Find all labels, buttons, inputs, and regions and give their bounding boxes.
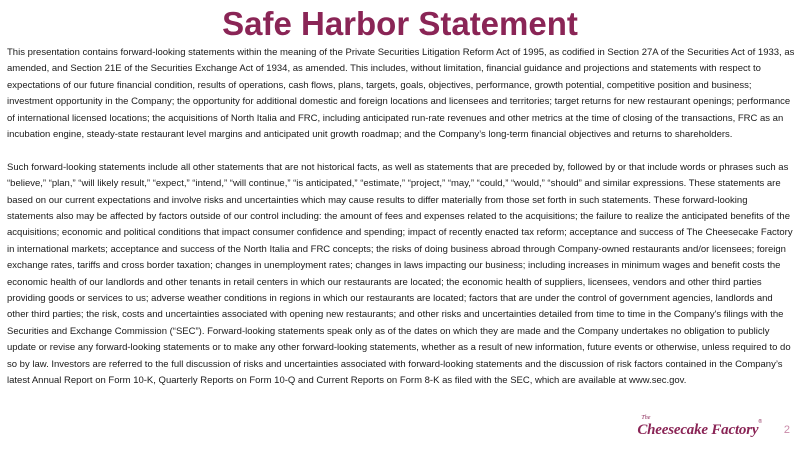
logo-registered-mark: ® [758,419,762,425]
slide-title: Safe Harbor Statement [222,5,578,42]
logo-the-text: The [641,415,651,421]
page-number: 2 [783,424,790,436]
paragraph-risk-factors: Such forward-looking statements include all other statements that are not historical facts, as well as statements that are preceded by, followed by or that include words or phrases such as “believe,” “plan,” “will likely result,” “expect,” “intend,” “will continue,” “is anticipated,” “estimate,” “project,” “may,” “could,” “would,” “should” and similar expressions. These statements are based on our current expectations and involve risks and uncertainties which may cause results to differ materially from those set forth in such statements. These forward-looking statements also may be affected by factors outside of our control including: the amount of fees and expenses related to the acquisitions; the failure to realize the anticipated benefits of the acquisitions; economic and political conditions that impact consumer confidence and spending; impact of recently enacted tax reform; acceptance and success of The Cheesecake Factory in international markets; acceptance and success of the North Italia and FRC concepts; the risks of doing business abroad through Company-owned restaurants and/or licensees; foreign exchange rates, tariffs and cross border taxation; changes in unemployment rates; changes in laws impacting our business; including increases in minimum wages and benefit costs the economic health of our landlords and other tenants in retail centers in which our restaurants are located; the economic health of suppliers, licensees, vendors and other third parties providing goods or services to us; adverse weather conditions in regions in which our restaurants are located; factors that are under the control of government agencies, landlords and other third parties; the risk, costs and uncertainties associated with opening new restaurants; and other risks and uncertainties detailed from time to time in the Company's filings with the Securities and Exchange Commission (“SEC”). Forward-looking statements speak only as of the dates on which they are made and the Company undertakes no obligation to publicly update or revise any forward-looking statements or to make any other forward-looking statements, whether as a result of new information, future events or otherwise, unless required to do so by law. Investors are referred to the full discussion of risks and uncertainties associated with forward-looking statements and the discussion of risk factors contained in the Company’s latest Annual Report on Form 10-K, Quarterly Reports on Form 10-Q and Current Reports on Form 8-K as filed with the SEC, which are available at www.sec.gov. [7,161,793,387]
logo-wordmark: Cheesecake Factory [637,422,759,438]
cheesecake-factory-logo [637,415,762,439]
paragraph-forward-looking: This presentation contains forward-looking statements within the meaning of the Private Securities Litigation Reform Act of 1995, as codified in Section 27A of the Securities Act of 1933, as amended, and Section 21E of the Securities Exchange Act of 1934, as amended. This includes, without limitation, financial guidance and projections and statements with respect to expectations of our future financial condition, results of operations, cash flows, plans, targets, goals, objectives, performance, growth potential, competitive position and business; investment opportunity in the Company; the opportunity for additional domestic and foreign locations and licensees and territories; target returns for new restaurant openings; performance of international licensed locations; the acquisitions of North Italia and FRC, including anticipated run-rate revenues and other metrics at the time of closing of the transactions, FRC as an incubation engine, steady-state restaurant level margins and anticipated unit growth roadmap; and the Company’s long-term financial objectives and returns to shareholders. [7,47,795,141]
safe-harbor-body [7,45,795,390]
